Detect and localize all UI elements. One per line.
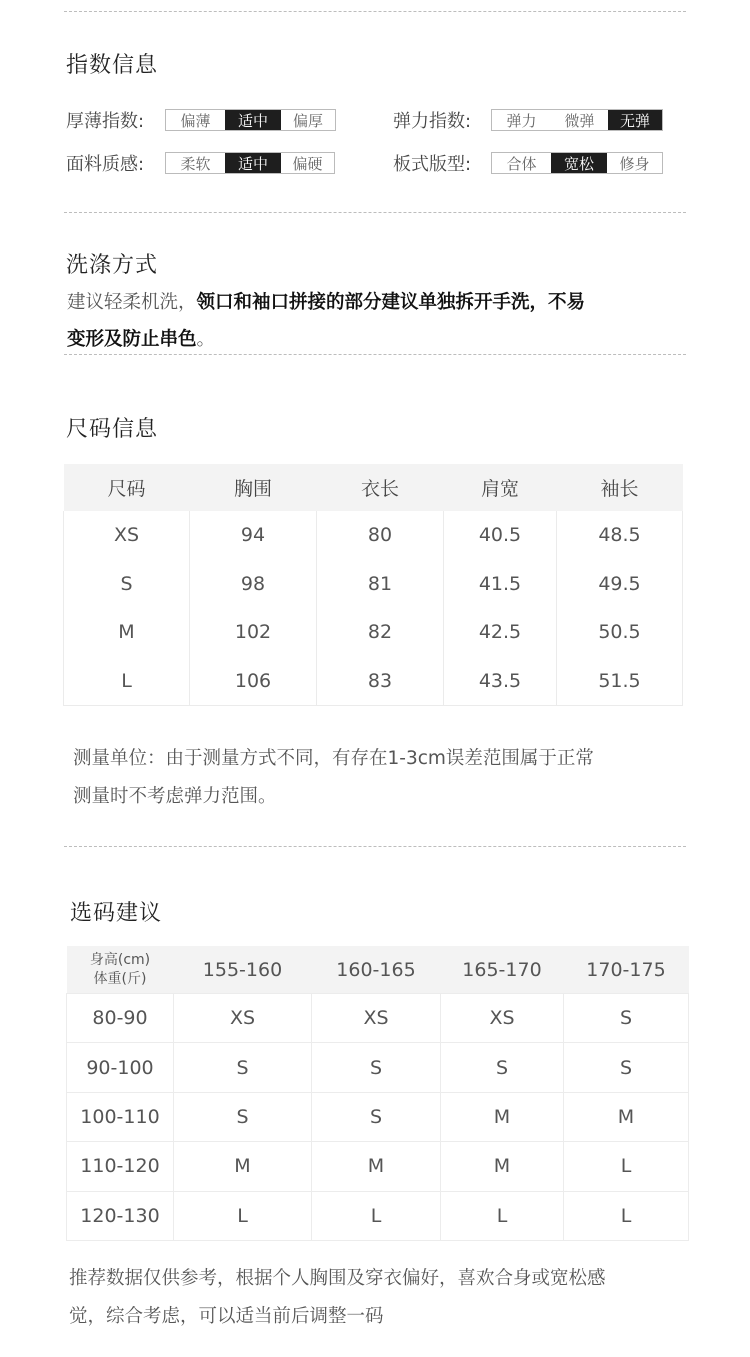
elasticity-option-slight: 微弹	[564, 111, 595, 130]
header-chest: 胸围	[190, 464, 317, 511]
thickness-option-thick: 偏厚	[292, 111, 323, 130]
header-sleeve: 袖长	[557, 464, 683, 511]
table-cell: S	[312, 1043, 441, 1092]
table-cell: 94	[190, 511, 317, 560]
table-row	[64, 560, 683, 609]
size-advice-title: 选码建议	[70, 901, 163, 926]
texture-options	[165, 152, 335, 174]
index-info-title: 指数信息	[66, 53, 159, 78]
table-cell: S	[441, 1043, 564, 1092]
size-advice-header	[67, 946, 689, 994]
table-cell: 40.5	[444, 511, 557, 560]
table-cell: 82	[317, 608, 444, 657]
table-cell: M	[441, 1142, 564, 1191]
table-cell: M	[441, 1092, 564, 1141]
table-row	[67, 1142, 689, 1191]
table-cell: L	[174, 1191, 312, 1240]
elasticity-options	[491, 109, 663, 131]
table-cell: XS	[312, 994, 441, 1043]
fit-label: 板式版型:	[393, 154, 472, 175]
table-row	[67, 1191, 689, 1240]
thickness-option-thin: 偏薄	[180, 111, 211, 130]
table-row	[67, 1092, 689, 1141]
height-header: 170-175	[564, 946, 689, 994]
table-cell: 83	[317, 657, 444, 706]
thickness-option-medium: 适中	[225, 110, 281, 130]
table-cell: 102	[190, 608, 317, 657]
elasticity-label: 弹力指数:	[393, 111, 472, 132]
table-row	[67, 994, 689, 1043]
weight-cell: 100-110	[67, 1092, 174, 1141]
measurement-note	[73, 740, 594, 816]
weight-unit-label: 体重(斤)	[93, 970, 147, 987]
divider-size	[64, 846, 686, 847]
washing-title: 洗涤方式	[66, 253, 159, 278]
divider-top	[64, 11, 686, 12]
size-table-header	[64, 464, 683, 511]
size-advice-table	[66, 946, 689, 1241]
washing-text-bold-1: 领口和袖口拼接的部分建议单独拆开手洗，不易	[196, 292, 586, 313]
measurement-note-line-2: 测量时不考虑弹力范围。	[73, 786, 277, 807]
table-cell: L	[564, 1191, 689, 1240]
elasticity-option-stretch: 弹力	[506, 111, 537, 130]
table-cell: L	[564, 1142, 689, 1191]
table-cell: 106	[190, 657, 317, 706]
size-table	[63, 464, 683, 706]
table-cell: XS	[174, 994, 312, 1043]
table-row	[64, 511, 683, 560]
texture-label: 面料质感:	[66, 154, 145, 175]
table-cell: S	[174, 1092, 312, 1141]
washing-text	[67, 284, 692, 358]
header-shoulder: 肩宽	[444, 464, 557, 511]
height-unit-label: 身高(cm)	[89, 951, 151, 968]
advice-note-line-1: 推荐数据仅供参考，根据个人胸围及穿衣偏好，喜欢合身或宽松感	[69, 1268, 606, 1289]
corner-header	[67, 946, 174, 994]
washing-text-plain: 建议轻柔机洗，	[67, 292, 197, 313]
table-cell: M	[174, 1142, 312, 1191]
table-cell: 43.5	[444, 657, 557, 706]
fit-option-loose: 宽松	[551, 153, 607, 173]
table-cell: M	[64, 608, 190, 657]
washing-text-end: 。	[196, 329, 216, 350]
table-cell: S	[564, 994, 689, 1043]
table-cell: 81	[317, 560, 444, 609]
table-cell: XS	[441, 994, 564, 1043]
weight-cell: 110-120	[67, 1142, 174, 1191]
washing-text-bold-2: 变形及防止串色	[67, 329, 197, 350]
divider-index	[64, 212, 686, 213]
size-info-title: 尺码信息	[66, 417, 159, 442]
table-cell: M	[312, 1142, 441, 1191]
height-header: 160-165	[312, 946, 441, 994]
table-row	[64, 608, 683, 657]
table-cell: L	[312, 1191, 441, 1240]
table-cell: S	[312, 1092, 441, 1141]
table-row	[64, 657, 683, 706]
table-cell: S	[64, 560, 190, 609]
table-cell: XS	[64, 511, 190, 560]
header-length: 衣长	[317, 464, 444, 511]
fit-option-slim: 修身	[619, 154, 650, 173]
table-cell: M	[564, 1092, 689, 1141]
table-cell: 41.5	[444, 560, 557, 609]
header-size: 尺码	[64, 464, 190, 511]
table-cell: L	[441, 1191, 564, 1240]
advice-note	[69, 1260, 606, 1336]
weight-cell: 120-130	[67, 1191, 174, 1240]
table-cell: 50.5	[557, 608, 683, 657]
table-cell: 48.5	[557, 511, 683, 560]
height-header: 165-170	[441, 946, 564, 994]
table-cell: 42.5	[444, 608, 557, 657]
advice-note-line-2: 觉，综合考虑，可以适当前后调整一码	[69, 1306, 384, 1327]
table-row	[67, 1043, 689, 1092]
table-cell: 98	[190, 560, 317, 609]
texture-option-soft: 柔软	[180, 154, 211, 173]
texture-option-hard: 偏硬	[292, 154, 323, 173]
table-cell: 80	[317, 511, 444, 560]
weight-cell: 80-90	[67, 994, 174, 1043]
texture-option-medium: 适中	[225, 153, 281, 173]
table-cell: 49.5	[557, 560, 683, 609]
fit-options	[491, 152, 663, 174]
elasticity-option-none: 无弹	[608, 110, 662, 130]
table-cell: S	[564, 1043, 689, 1092]
thickness-label: 厚薄指数:	[66, 111, 145, 132]
weight-cell: 90-100	[67, 1043, 174, 1092]
table-cell: S	[174, 1043, 312, 1092]
thickness-options	[165, 109, 336, 131]
measurement-note-line-1: 测量单位：由于测量方式不同，有存在1-3cm误差范围属于正常	[73, 748, 594, 769]
fit-option-regular: 合体	[506, 154, 537, 173]
height-header: 155-160	[174, 946, 312, 994]
table-cell: 51.5	[557, 657, 683, 706]
table-cell: L	[64, 657, 190, 706]
